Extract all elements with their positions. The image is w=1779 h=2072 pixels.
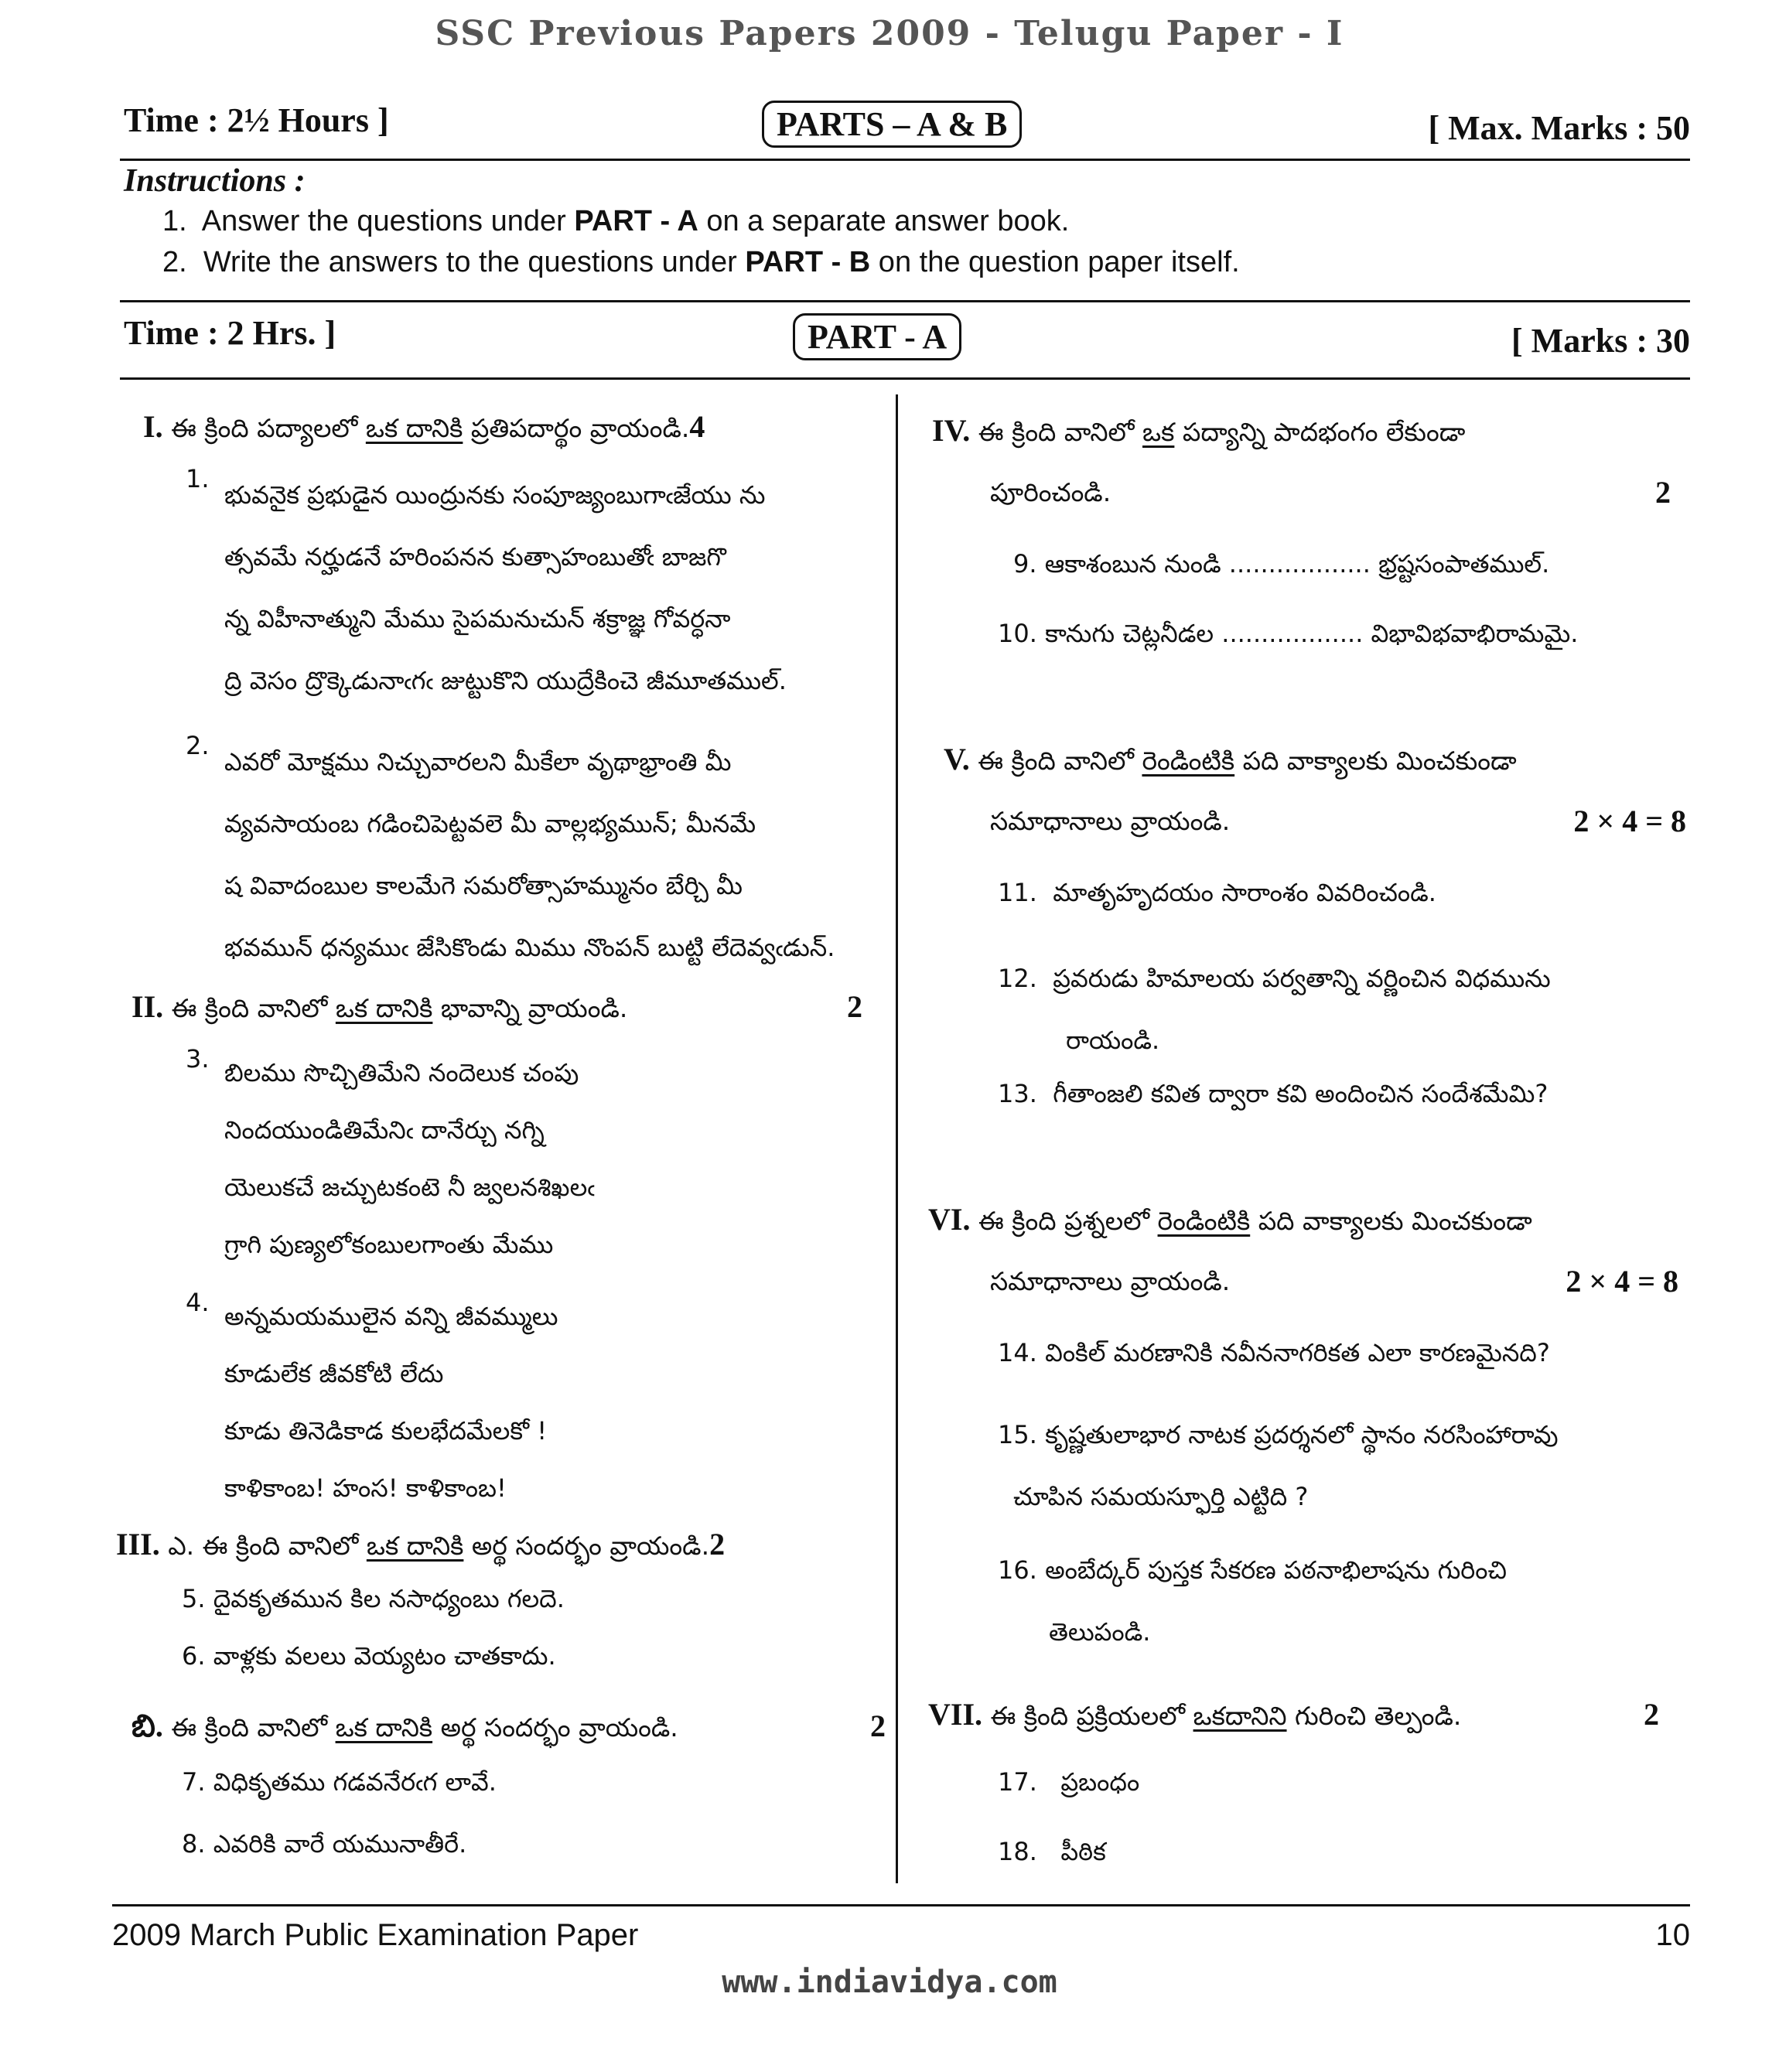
poem-line: భవమున్ ధన్యముఁ జేసికొండు మిము నొంపన్ బుట్టి లేదెవ్వఁడున్. bbox=[224, 933, 835, 962]
question-number: 15. bbox=[998, 1420, 1037, 1449]
question-3-number: 3. bbox=[186, 1044, 210, 1074]
max-marks: [ Max. Marks : 50 bbox=[1428, 109, 1690, 147]
section-marks: 2 bbox=[847, 989, 862, 1024]
poem-line: కూడులేక జీవకోటి లేదు bbox=[224, 1359, 444, 1388]
question-text: పీఠిక bbox=[1060, 1837, 1106, 1866]
section-6-heading bbox=[928, 1203, 1698, 1238]
section-text: పది వాక్యాలకు మించకుండా bbox=[1234, 746, 1517, 776]
question-number: 12. bbox=[998, 964, 1037, 993]
section-2-heading bbox=[131, 990, 886, 1026]
section-marks: 2 bbox=[1655, 475, 1671, 510]
section-text: ఎ. ఈ క్రింది వానిలో bbox=[168, 1531, 367, 1561]
poem-line: గ్రాగి పుణ్యలోకంబులగాంతు మేము bbox=[224, 1230, 554, 1259]
section-text: పది వాక్యాలకు మించకుండా bbox=[1250, 1206, 1532, 1236]
section-underlined: ఒక దానికి bbox=[366, 1531, 464, 1561]
section-marks: 2 × 4 = 8 bbox=[1573, 804, 1686, 838]
question-text: వాళ్లకు వలలు వెయ్యటం చాతకాదు. bbox=[213, 1641, 556, 1671]
instruction-bold: PART - B bbox=[745, 246, 871, 278]
instruction-number: 2. bbox=[162, 246, 187, 278]
question-text: కానుగు చెట్లనీడల .................. విభావిభవాభిరామమై. bbox=[1045, 619, 1579, 648]
question-7 bbox=[182, 1767, 497, 1803]
question-6 bbox=[182, 1641, 556, 1677]
question-number: 11. bbox=[998, 878, 1037, 907]
question-text: విధికృతము గడవనేరఁగ లావే. bbox=[213, 1767, 497, 1797]
section-text: ఈ క్రింది వానిలో bbox=[978, 417, 1143, 447]
poem-line: కూడు తినెడికాడ కులభేదమేలకో ! bbox=[224, 1416, 548, 1446]
total-time: Time : 2½ Hours ] bbox=[124, 101, 389, 139]
question-number: 13. bbox=[998, 1079, 1037, 1108]
question-2 bbox=[224, 731, 890, 978]
section-5-line2 bbox=[990, 804, 1686, 838]
question-number: 5. bbox=[182, 1584, 206, 1613]
question-text: అంబేద్కర్ పుస్తక సేకరణ పఠనాభిలాషను గురించి bbox=[1045, 1555, 1508, 1585]
question-text: గీతాంజలి కవిత ద్వారా కవి అందించిన సందేశమేమి? bbox=[1053, 1079, 1549, 1108]
question-text: ప్రవరుడు హిమాలయ పర్వతాన్ని వర్ణించిన విధమును bbox=[1053, 964, 1551, 993]
section-marks: 2 × 4 = 8 bbox=[1566, 1264, 1678, 1299]
divider-footer bbox=[112, 1904, 1690, 1906]
section-text: ఈ క్రింది వానిలో bbox=[171, 1712, 336, 1743]
section-underlined: రెండింటికి bbox=[1157, 1206, 1251, 1236]
section-underlined: ఒక దానికి bbox=[365, 413, 463, 443]
question-number: 16. bbox=[998, 1555, 1037, 1585]
instruction-text: on the question paper itself. bbox=[870, 246, 1240, 278]
section-marks: 4 bbox=[689, 409, 705, 444]
question-17 bbox=[998, 1767, 1139, 1803]
section-number: బి. bbox=[131, 1708, 163, 1743]
footer-exam-label: 2009 March Public Examination Paper bbox=[112, 1918, 639, 1952]
section-4-line2 bbox=[990, 476, 1686, 510]
question-text: కృష్ణతులాభార నాటక ప్రదర్శనలో స్థానం నరసింహారావు bbox=[1045, 1420, 1559, 1449]
question-18 bbox=[998, 1837, 1106, 1872]
poem-line: అన్నమయములైన వన్ని జీవమ్ములు bbox=[224, 1302, 558, 1331]
question-number: 7. bbox=[182, 1767, 206, 1797]
question-text: ప్రబంధం bbox=[1060, 1767, 1140, 1797]
section-text: ఈ క్రింది వానిలో bbox=[171, 993, 336, 1023]
parts-label: PARTS – A & B bbox=[762, 101, 1022, 148]
section-number: I. bbox=[143, 409, 163, 444]
divider-top bbox=[120, 159, 1690, 161]
part-a-label: PART - A bbox=[793, 313, 961, 360]
footer-website: www.indiavidya.com bbox=[722, 1964, 1057, 2000]
section-marks: 2 bbox=[1644, 1697, 1659, 1732]
question-text: ఆకాశంబున నుండి .................. భ్రష్టసంపాతముల్. bbox=[1044, 549, 1550, 579]
section-text: సమాధానాలు వ్రాయండి. bbox=[990, 806, 1231, 836]
section-underlined: ఒక bbox=[1142, 417, 1175, 447]
column-divider bbox=[896, 394, 898, 1883]
section-number: II. bbox=[131, 989, 164, 1024]
question-11 bbox=[998, 878, 1436, 913]
question-number: 6. bbox=[182, 1641, 206, 1671]
question-text: మాతృహృదయం సారాంశం వివరించండి. bbox=[1053, 878, 1436, 907]
section-text: అర్థ సందర్భం వ్రాయండి. bbox=[463, 1531, 710, 1561]
question-text: తెలుపండి. bbox=[1049, 1617, 1151, 1647]
poem-line: త్సవమే నర్హుడనే హరింపనన కుత్సాహంబుతోఁ బాజగొ bbox=[224, 542, 726, 572]
section-text: గురించి తెల్పండి. bbox=[1286, 1701, 1462, 1731]
poem-line: యెలుకచే జచ్చుటకంటె నీ జ్వలనశిఖలఁ bbox=[224, 1173, 595, 1202]
section-text: ఈ క్రింది పద్యాలలో bbox=[171, 413, 366, 443]
section-text: అర్థ సందర్భం వ్రాయండి. bbox=[432, 1712, 678, 1743]
instruction-1 bbox=[162, 205, 1069, 238]
section-underlined: ఒక దానికి bbox=[335, 1712, 433, 1743]
section-marks: 2 bbox=[709, 1527, 726, 1562]
question-14 bbox=[998, 1338, 1550, 1374]
poem-line: బిలము సొచ్చితిమేని నందెలుక చంపు bbox=[224, 1058, 579, 1087]
section-text: పద్యాన్ని పాదభంగం లేకుండా bbox=[1174, 417, 1466, 447]
section-6-line2 bbox=[990, 1265, 1686, 1299]
section-number: VI. bbox=[928, 1202, 971, 1237]
question-text: చూపిన సమయస్ఫూర్తి ఎట్టిది ? bbox=[1013, 1482, 1309, 1511]
section-text: పూరించండి. bbox=[990, 477, 1111, 507]
instruction-2 bbox=[162, 246, 1240, 279]
poem-line: ష వివాదంబుల కాలమేగె సమరోత్సాహమ్మునం బేర్చి మీ bbox=[224, 871, 743, 900]
section-5-heading bbox=[944, 742, 1698, 778]
part-a-time: Time : 2 Hrs. ] bbox=[124, 314, 336, 352]
question-text: దైవకృతమున కిల నసాధ్యంబు గలదె. bbox=[213, 1584, 565, 1613]
question-number: 18. bbox=[998, 1837, 1037, 1866]
section-underlined: ఒకదానిని bbox=[1193, 1701, 1287, 1731]
part-a-marks: [ Marks : 30 bbox=[1511, 322, 1690, 360]
question-16 bbox=[998, 1539, 1507, 1663]
poem-line: నిందయుండితిమేనిఁ దానేర్చు నగ్ని bbox=[224, 1115, 545, 1145]
instruction-text: Write the answers to the questions under bbox=[203, 246, 746, 278]
question-text: రాయండి. bbox=[1066, 1026, 1160, 1055]
question-13 bbox=[998, 1079, 1548, 1115]
footer-page-number: 10 bbox=[1655, 1918, 1690, 1952]
poem-line: వ్యవసాయంబ గడించిపెట్టవలె మీ వాల్లభ్యమున్; మీనమే bbox=[224, 809, 756, 838]
instruction-text: Answer the questions under bbox=[201, 205, 575, 237]
instructions-heading: Instructions : bbox=[124, 163, 306, 199]
poem-line: న్న విహీనాత్ముని మేము సైపమనుచున్ శక్రాజ్ఞ గోవర్ధనా bbox=[224, 604, 731, 633]
section-1-heading bbox=[143, 410, 886, 445]
question-number: 14. bbox=[998, 1338, 1037, 1367]
question-number: 10. bbox=[998, 619, 1037, 648]
section-text: ఈ క్రింది ప్రశ్నలలో bbox=[978, 1206, 1158, 1236]
poem-line: ద్రి వెసం ద్రొక్కెడునాఁగఁ జుట్టుకొని యుద్రేకించె జీమూతముల్. bbox=[224, 666, 787, 695]
question-9 bbox=[1013, 549, 1549, 585]
section-3a-heading bbox=[116, 1528, 886, 1563]
section-7-heading bbox=[928, 1698, 1682, 1733]
question-15 bbox=[998, 1404, 1559, 1528]
question-4-number: 4. bbox=[186, 1288, 210, 1317]
page-header-title: SSC Previous Papers 2009 - Telugu Paper - I bbox=[435, 14, 1344, 53]
section-underlined: ఒక దానికి bbox=[335, 993, 433, 1023]
question-number: 9. bbox=[1013, 549, 1037, 579]
question-text: ఎవరికి వారే యమునాతీరే. bbox=[213, 1829, 467, 1859]
section-text: ఈ క్రింది ప్రక్రియలలో bbox=[990, 1701, 1193, 1731]
divider-part-a bbox=[120, 377, 1690, 380]
section-text: ప్రతిపదార్థం వ్రాయండి. bbox=[463, 413, 690, 443]
question-3 bbox=[224, 1044, 890, 1273]
question-number: 17. bbox=[998, 1767, 1037, 1797]
question-8 bbox=[182, 1829, 466, 1865]
section-number: IV. bbox=[932, 413, 971, 448]
section-text: ఈ క్రింది వానిలో bbox=[978, 746, 1142, 776]
question-1 bbox=[224, 464, 890, 712]
question-10 bbox=[998, 619, 1578, 654]
poem-line: కాళికాంబ! హంస! కాళికాంబ! bbox=[224, 1473, 507, 1503]
question-number: 8. bbox=[182, 1829, 206, 1859]
poem-line: ఎవరో మోక్షము నిచ్చువారలని మీకేలా వృథాభ్రాంతి మీ bbox=[224, 747, 732, 777]
section-underlined: రెండింటికి bbox=[1142, 746, 1235, 776]
question-2-number: 2. bbox=[186, 731, 210, 760]
question-12 bbox=[998, 947, 1551, 1071]
divider-instructions bbox=[120, 300, 1690, 302]
section-4-heading bbox=[932, 414, 1698, 449]
section-number: VII. bbox=[928, 1697, 983, 1732]
section-text: సమాధానాలు వ్రాయండి. bbox=[990, 1266, 1231, 1296]
section-text: భావాన్ని వ్రాయండి. bbox=[432, 993, 628, 1023]
instruction-text: on a separate answer book. bbox=[698, 205, 1070, 237]
section-marks: 2 bbox=[870, 1708, 886, 1743]
section-3b-heading bbox=[131, 1709, 886, 1745]
instruction-number: 1. bbox=[162, 205, 187, 237]
question-1-number: 1. bbox=[186, 464, 210, 493]
question-text: వింకిల్ మరణానికి నవీననాగరికత ఎలా కారణమైనది? bbox=[1045, 1338, 1550, 1367]
instruction-bold: PART - A bbox=[574, 205, 698, 237]
question-4 bbox=[224, 1288, 890, 1517]
question-5 bbox=[182, 1584, 565, 1620]
section-number: III. bbox=[116, 1527, 160, 1562]
poem-line: భువనైక ప్రభుడైన యింద్రునకు సంపూజ్యంబుగాఁజేయు ను bbox=[224, 480, 766, 510]
section-number: V. bbox=[944, 742, 970, 777]
